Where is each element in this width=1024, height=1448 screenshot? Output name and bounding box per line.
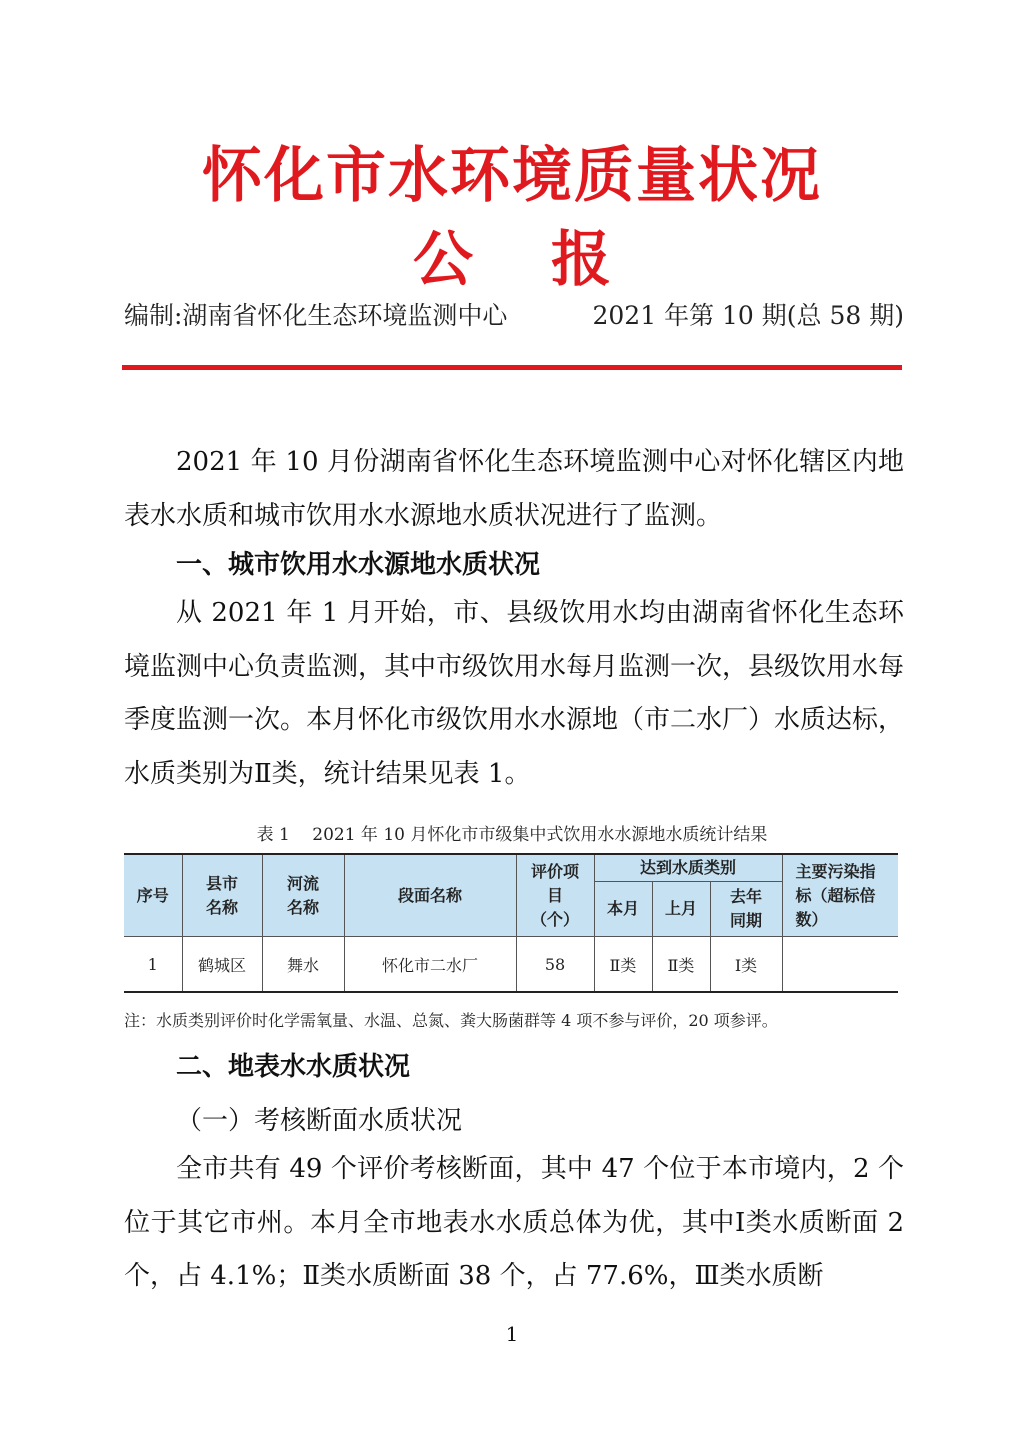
col-header-items: 评价项目（个） bbox=[516, 854, 594, 937]
page-number: 1 bbox=[505, 1322, 519, 1346]
intro-paragraph: 2021 年 10 月份湖南省怀化生态环境监测中心对怀化辖区内地表水水质和城市饮用水水源地水质状况进行了监测。 bbox=[124, 447, 904, 531]
report-title: 怀化市水环境质量状况 bbox=[202, 141, 822, 211]
cell-river: 舞水 bbox=[262, 937, 344, 993]
section2-paragraph: 全市共有 49 个评价考核断面，其中 47 个位于本市境内，2 个位于其它市州。本月全市地表水水质总体为优，其中Ⅰ类水质断面 2 个，占 4.1%；Ⅱ类水质断面 38 个，占 77.6%，Ⅲ类水质断 bbox=[124, 1154, 904, 1291]
cell-pollutants bbox=[782, 937, 898, 993]
table-row bbox=[124, 937, 898, 993]
col-header-no: 序号 bbox=[124, 854, 182, 937]
section1-paragraph: 从 2021 年 1 月开始，市、县级饮用水均由湖南省怀化生态环境监测中心负责监测，其中市级饮用水每月监测一次，县级饮用水每季度监测一次。本月怀化市级饮用水水源地（市二水厂）水质达标，水质类别为Ⅱ类，统计结果见表 1。 bbox=[124, 598, 905, 789]
section2-heading: 二、地表水水质状况 bbox=[176, 1052, 411, 1082]
col-header-last-month: 上月 bbox=[652, 882, 710, 937]
col-header-county: 县市名称 bbox=[182, 854, 262, 937]
col-header-category-group: 达到水质类别 bbox=[594, 854, 782, 882]
report-title-bulletin: 公报 bbox=[413, 225, 689, 295]
cell-section: 怀化市二水厂 bbox=[344, 937, 516, 993]
table1-note: 注：水质类别评价时化学需氧量、水温、总氮、粪大肠菌群等 4 项不参与评价，20 项参评。 bbox=[124, 1011, 778, 1030]
col-header-last-year: 去年同期 bbox=[710, 882, 782, 937]
col-header-pollutants: 主要污染指标（超标倍数） bbox=[782, 854, 898, 937]
water-quality-table bbox=[124, 853, 898, 993]
cell-this-month: Ⅱ类 bbox=[594, 937, 652, 993]
compiler-line: 编制:湖南省怀化生态环境监测中心 bbox=[124, 301, 508, 330]
cell-no: 1 bbox=[124, 937, 182, 993]
col-header-section: 段面名称 bbox=[344, 854, 516, 937]
header-divider bbox=[122, 365, 902, 370]
section1-heading: 一、城市饮用水水源地水质状况 bbox=[176, 550, 541, 580]
cell-last-year: Ⅰ类 bbox=[710, 937, 782, 993]
section2-subheading: （一）考核断面水质状况 bbox=[176, 1106, 463, 1136]
report-meta bbox=[124, 296, 904, 332]
cell-items: 58 bbox=[516, 937, 594, 993]
col-header-this-month: 本月 bbox=[594, 882, 652, 937]
cell-county: 鹤城区 bbox=[182, 937, 262, 993]
cell-last-month: Ⅱ类 bbox=[652, 937, 710, 993]
issue-number: 2021 年第 10 期(总 58 期) bbox=[592, 301, 904, 330]
table1-caption: 表 1 2021 年 10 月怀化市市级集中式饮用水水源地水质统计结果 bbox=[256, 825, 768, 845]
col-header-river: 河流名称 bbox=[262, 854, 344, 937]
